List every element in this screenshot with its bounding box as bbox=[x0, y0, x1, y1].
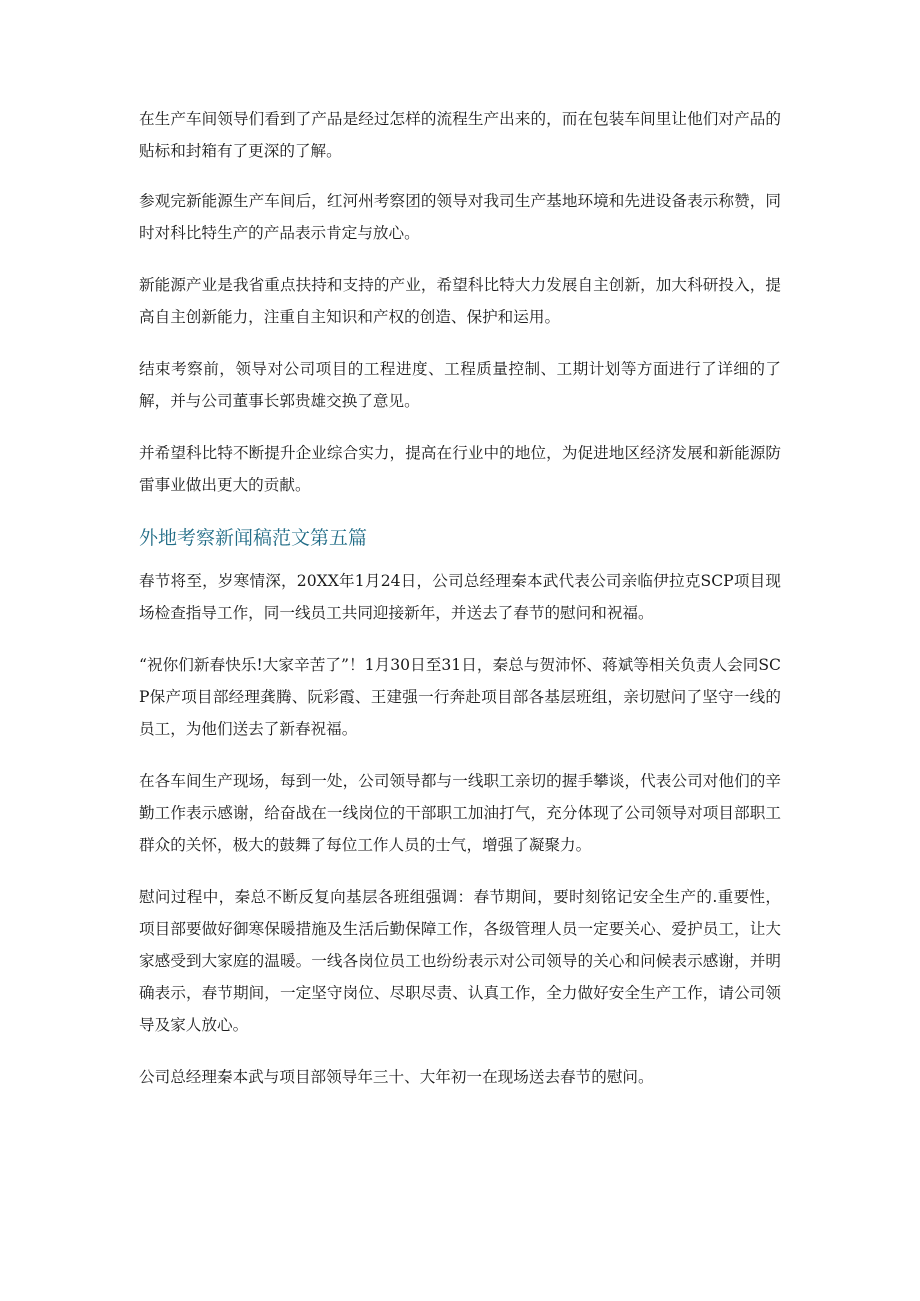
paragraph-expectations: 并希望科比特不断提升企业综合实力，提高在行业中的地位，为促进地区经济发展和新能源防雷事业做出更大的贡献。 bbox=[139, 444, 781, 494]
paragraph-new-year-greetings: “祝你们新春快乐!大家辛苦了”！1月30日至31日，秦总与贺沛怀、蒋斌等相关负责人会同SCP保产项目部经理龚腾、阮彩霞、王建强一行奔赴项目部各基层班组，亲切慰问了坚守一线的员工，为他们送去了新春祝福。 bbox=[139, 656, 781, 738]
paragraph-new-energy-industry: 新能源产业是我省重点扶持和支持的产业，希望科比特大力发展自主创新，加大科研投入，提高自主创新能力，注重自主知识和产权的创造、保护和运用。 bbox=[139, 276, 781, 326]
paragraph-workshop-handshakes: 在各车间生产现场，每到一处，公司领导都与一线职工亲切的握手攀谈，代表公司对他们的辛勤工作表示感谢，给奋战在一线岗位的干部职工加油打气，充分体现了公司领导对项目部职工群众的关怀，极大的鼓舞了每位工作人员的士气，增强了凝聚力。 bbox=[139, 772, 781, 854]
paragraph-production-workshop: 在生产车间领导们看到了产品是经过怎样的流程生产出来的，而在包装车间里让他们对产品的贴标和封箱有了更深的了解。 bbox=[139, 110, 781, 160]
document-body bbox=[139, 103, 781, 1093]
paragraph-closing-note: 公司总经理秦本武与项目部领导年三十、大年初一在现场送去春节的慰问。 bbox=[139, 1068, 654, 1086]
section-heading: 外地考察新闻稿范文第五篇 bbox=[139, 527, 368, 549]
paragraph-visit-praise: 参观完新能源生产车间后，红河州考察团的领导对我司生产基地环境和先进设备表示称赞，同时对科比特生产的产品表示肯定与放心。 bbox=[139, 192, 781, 242]
paragraph-spring-festival-visit: 春节将至，岁寒情深，20XX年1月24日，公司总经理秦本武代表公司亲临伊拉克SCP项目现场检查指导工作，同一线员工共同迎接新年，并送去了春节的慰问和祝福。 bbox=[139, 572, 781, 622]
paragraph-project-review: 结束考察前，领导对公司项目的工程进度、工程质量控制、工期计划等方面进行了详细的了解，并与公司董事长郭贵雄交换了意见。 bbox=[139, 360, 781, 410]
paragraph-safety-emphasis: 慰问过程中，秦总不断反复向基层各班组强调：春节期间，要时刻铭记安全生产的.重要性，项目部要做好御寒保暖措施及生活后勤保障工作，各级管理人员一定要关心、爱护员工，让大家感受到大家庭的温暖。一线各岗位员工也纷纷表示对公司领导的关心和问候表示感谢，并明确表示，春节期间，一定坚守岗位、尽职尽责、认真工作，全力做好安全生产工作，请公司领导及家人放心。 bbox=[139, 888, 781, 1034]
